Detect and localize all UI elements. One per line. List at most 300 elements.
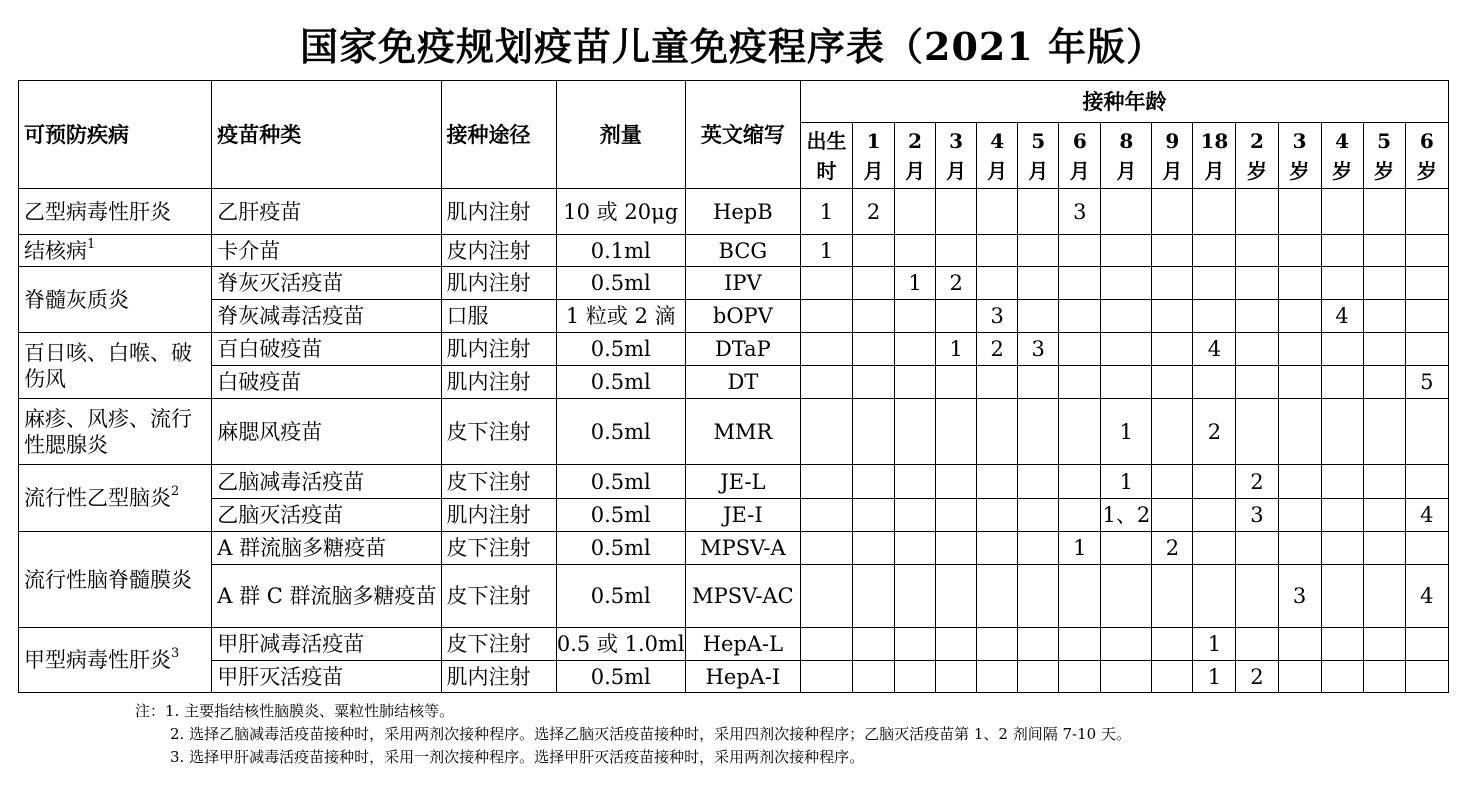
abbr-cell: DTaP	[685, 333, 800, 366]
dose-cell: 0.5ml	[556, 399, 685, 465]
dose-number-cell	[800, 661, 852, 693]
dose-number-cell	[1321, 465, 1363, 499]
dose-number-cell	[977, 465, 1018, 499]
dose-cell: 0.5 或 1.0ml	[556, 628, 685, 661]
age-unit: 月	[1162, 158, 1183, 183]
disease-cell	[19, 267, 212, 333]
abbr-cell: MMR	[685, 399, 800, 465]
dose-number-cell	[1363, 565, 1405, 628]
dose-number-cell	[895, 399, 936, 465]
dose-number-cell	[1018, 565, 1059, 628]
dose-number-cell	[853, 399, 895, 465]
age-header-cell	[1101, 123, 1152, 189]
age-unit: 月	[863, 158, 884, 183]
dose-number-cell	[1152, 499, 1193, 532]
dose-number-cell	[1321, 333, 1363, 366]
table-row	[19, 499, 1449, 532]
dose-number-cell	[1363, 661, 1405, 693]
dose-number-cell	[936, 235, 977, 267]
age-unit: 岁	[1289, 158, 1310, 183]
dose-number-cell	[1101, 628, 1152, 661]
dose-number-cell	[1405, 300, 1448, 333]
dose-number-cell: 4	[1193, 333, 1236, 366]
age-number: 2	[908, 128, 923, 153]
dose-number-cell	[1152, 366, 1193, 399]
dose-number-cell	[1018, 267, 1059, 300]
age-number: 18	[1200, 128, 1229, 153]
dose-number-cell	[895, 300, 936, 333]
dose-number-cell	[1363, 267, 1405, 300]
dose-number-cell	[1193, 189, 1236, 235]
dose-number-cell	[853, 267, 895, 300]
dose-number-cell	[1193, 366, 1236, 399]
dose-number-cell	[853, 661, 895, 693]
dose-cell: 0.5ml	[556, 499, 685, 532]
disease-cell	[19, 532, 212, 628]
dose-number-cell: 3	[1236, 499, 1278, 532]
dose-number-cell: 1、2	[1101, 499, 1152, 532]
age-number: 6	[1419, 128, 1434, 153]
dose-number-cell	[895, 333, 936, 366]
header-dose: 剂量	[556, 81, 685, 189]
dose-number-cell	[1278, 300, 1321, 333]
dose-number-cell: 2	[853, 189, 895, 235]
dose-number-cell	[1321, 565, 1363, 628]
dose-cell: 0.1ml	[556, 235, 685, 267]
table-row	[19, 661, 1449, 693]
dose-number-cell	[1018, 532, 1059, 565]
route-cell: 肌内注射	[441, 189, 556, 235]
age-number: 5	[1377, 128, 1392, 153]
dose-number-cell	[1363, 465, 1405, 499]
age-number: 出生	[806, 128, 847, 153]
dose-number-cell	[1101, 366, 1152, 399]
dose-number-cell	[1152, 565, 1193, 628]
dose-number-cell	[1236, 300, 1278, 333]
dose-number-cell	[895, 189, 936, 235]
dose-number-cell	[1363, 333, 1405, 366]
age-unit: 时	[816, 158, 837, 183]
route-cell: 皮下注射	[441, 465, 556, 499]
dose-number-cell	[936, 399, 977, 465]
dose-number-cell	[1059, 300, 1101, 333]
dose-number-cell	[1193, 267, 1236, 300]
dose-number-cell	[1363, 189, 1405, 235]
dose-number-cell	[1278, 366, 1321, 399]
dose-number-cell	[853, 465, 895, 499]
dose-number-cell	[895, 366, 936, 399]
dose-number-cell	[853, 499, 895, 532]
dose-number-cell	[1405, 628, 1448, 661]
disease-cell	[19, 235, 212, 267]
dose-number-cell: 1	[936, 333, 977, 366]
age-unit: 月	[905, 158, 926, 183]
dose-cell: 0.5ml	[556, 333, 685, 366]
age-number: 3	[949, 128, 964, 153]
dose-number-cell	[853, 300, 895, 333]
dose-number-cell	[1193, 532, 1236, 565]
age-number: 8	[1119, 128, 1134, 153]
disease-name: 结核病	[24, 238, 87, 263]
dose-number-cell	[936, 366, 977, 399]
dose-number-cell	[1236, 235, 1278, 267]
dose-number-cell	[936, 465, 977, 499]
age-number: 2	[1250, 128, 1264, 153]
dose-number-cell	[800, 399, 852, 465]
dose-number-cell	[1059, 499, 1101, 532]
dose-number-cell: 1	[1101, 465, 1152, 499]
dose-number-cell	[1321, 235, 1363, 267]
vaccine-cell: 脊灰减毒活疫苗	[212, 300, 441, 333]
dose-number-cell	[977, 565, 1018, 628]
dose-number-cell	[977, 235, 1018, 267]
route-cell: 肌内注射	[441, 267, 556, 300]
route-cell: 皮下注射	[441, 628, 556, 661]
route-cell: 皮内注射	[441, 235, 556, 267]
dose-number-cell	[1363, 399, 1405, 465]
dose-number-cell	[1018, 300, 1059, 333]
dose-number-cell: 2	[1193, 399, 1236, 465]
dose-number-cell	[1363, 300, 1405, 333]
dose-number-cell	[1152, 661, 1193, 693]
age-unit: 岁	[1332, 158, 1353, 183]
dose-number-cell	[1152, 628, 1193, 661]
header-disease: 可预防疾病	[19, 81, 212, 189]
dose-number-cell: 4	[1321, 300, 1363, 333]
dose-number-cell	[1018, 399, 1059, 465]
dose-number-cell: 1	[1101, 399, 1152, 465]
dose-number-cell	[936, 189, 977, 235]
table-row	[19, 235, 1449, 267]
age-header-cell	[1321, 123, 1363, 189]
dose-number-cell	[800, 465, 852, 499]
route-cell: 肌内注射	[441, 661, 556, 693]
dose-number-cell	[977, 399, 1018, 465]
dose-number-cell: 1	[1059, 532, 1101, 565]
route-cell: 皮下注射	[441, 399, 556, 465]
dose-number-cell	[1321, 399, 1363, 465]
dose-number-cell	[800, 565, 852, 628]
disease-cell	[19, 189, 212, 235]
dose-number-cell	[1101, 532, 1152, 565]
abbr-cell: MPSV-A	[685, 532, 800, 565]
dose-number-cell: 3	[977, 300, 1018, 333]
age-header-cell	[1405, 123, 1448, 189]
table-row	[19, 465, 1449, 499]
dose-number-cell	[1405, 532, 1448, 565]
age-header-cell	[853, 123, 895, 189]
dose-number-cell	[1278, 189, 1321, 235]
table-row	[19, 333, 1449, 366]
footnote-marker: 3	[171, 646, 180, 661]
header-route: 接种途径	[441, 81, 556, 189]
dose-number-cell	[1018, 189, 1059, 235]
dose-number-cell	[1059, 565, 1101, 628]
dose-number-cell	[1405, 399, 1448, 465]
abbr-cell: JE-L	[685, 465, 800, 499]
dose-number-cell	[1405, 235, 1448, 267]
page-title: 国家免疫规划疫苗儿童免疫程序表（2021 年版）	[300, 24, 1165, 69]
age-header-cell	[1018, 123, 1059, 189]
dose-number-cell	[1321, 661, 1363, 693]
table-row	[19, 300, 1449, 333]
vaccine-cell: 乙脑减毒活疫苗	[212, 465, 441, 499]
vaccine-cell: A 群 C 群流脑多糖疫苗	[212, 565, 441, 628]
dose-number-cell: 3	[1018, 333, 1059, 366]
dose-number-cell	[1018, 235, 1059, 267]
abbr-cell: MPSV-AC	[685, 565, 800, 628]
dose-number-cell: 2	[1152, 532, 1193, 565]
dose-number-cell	[1059, 399, 1101, 465]
dose-number-cell	[1405, 189, 1448, 235]
dose-number-cell	[1405, 661, 1448, 693]
abbr-cell: HepB	[685, 189, 800, 235]
route-cell: 肌内注射	[441, 366, 556, 399]
vaccine-cell: 白破疫苗	[212, 366, 441, 399]
dose-number-cell	[1405, 267, 1448, 300]
dose-number-cell	[1152, 333, 1193, 366]
age-number: 5	[1031, 128, 1046, 153]
route-cell: 皮下注射	[441, 532, 556, 565]
dose-number-cell	[1236, 366, 1278, 399]
dose-cell: 10 或 20μg	[556, 189, 685, 235]
vaccine-cell: 卡介苗	[212, 235, 441, 267]
vaccine-cell: 甲肝减毒活疫苗	[212, 628, 441, 661]
dose-number-cell	[1152, 300, 1193, 333]
dose-number-cell	[1363, 499, 1405, 532]
dose-number-cell	[1405, 333, 1448, 366]
age-unit: 岁	[1246, 158, 1267, 183]
dose-number-cell	[1152, 399, 1193, 465]
dose-number-cell	[1363, 366, 1405, 399]
dose-number-cell: 2	[1236, 661, 1278, 693]
dose-number-cell: 1	[1193, 661, 1236, 693]
dose-number-cell	[800, 366, 852, 399]
dose-number-cell	[936, 300, 977, 333]
dose-number-cell	[1363, 235, 1405, 267]
age-header-cell	[936, 123, 977, 189]
dose-number-cell	[1018, 628, 1059, 661]
dose-number-cell	[1059, 661, 1101, 693]
vaccine-cell: 乙肝疫苗	[212, 189, 441, 235]
header-vaccine: 疫苗种类	[212, 81, 441, 189]
dose-number-cell	[1278, 499, 1321, 532]
disease-name: 流行性脑脊髓膜炎	[24, 567, 192, 592]
disease-cell	[19, 628, 212, 693]
dose-number-cell	[1278, 532, 1321, 565]
dose-number-cell	[1193, 235, 1236, 267]
abbr-cell: JE-I	[685, 499, 800, 532]
age-unit: 月	[1116, 158, 1137, 183]
age-number: 4	[1335, 128, 1350, 153]
dose-number-cell	[936, 532, 977, 565]
dose-number-cell	[1363, 532, 1405, 565]
dose-number-cell: 1	[800, 189, 852, 235]
dose-number-cell	[977, 366, 1018, 399]
table-row	[19, 532, 1449, 565]
dose-number-cell	[895, 661, 936, 693]
dose-number-cell	[1193, 300, 1236, 333]
dose-number-cell	[1059, 267, 1101, 300]
disease-name: 百日咳、白喉、破伤风	[24, 340, 192, 391]
vaccine-cell: 脊灰灭活疫苗	[212, 267, 441, 300]
dose-number-cell	[1101, 189, 1152, 235]
age-header-cell	[800, 123, 852, 189]
abbr-cell: IPV	[685, 267, 800, 300]
dose-number-cell	[895, 499, 936, 532]
dose-number-cell	[1152, 235, 1193, 267]
disease-name: 乙型病毒性肝炎	[24, 199, 171, 224]
vaccine-cell: A 群流脑多糖疫苗	[212, 532, 441, 565]
dose-number-cell	[895, 532, 936, 565]
age-number: 4	[990, 128, 1005, 153]
dose-number-cell	[1018, 465, 1059, 499]
age-unit: 岁	[1416, 158, 1437, 183]
dose-number-cell	[977, 532, 1018, 565]
dose-number-cell	[977, 189, 1018, 235]
dose-number-cell	[1278, 267, 1321, 300]
dose-number-cell: 4	[1405, 499, 1448, 532]
footnote-marker: 2	[171, 484, 180, 499]
age-header-cell	[1193, 123, 1236, 189]
route-cell: 口服	[441, 300, 556, 333]
abbr-cell: BCG	[685, 235, 800, 267]
dose-number-cell	[1193, 465, 1236, 499]
dose-number-cell	[1236, 565, 1278, 628]
footnote-2: 2. 选择乙脑减毒活疫苗接种时，采用两剂次接种程序。选择乙脑灭活疫苗接种时，采用四剂次接种程序；乙脑灭活疫苗第 1、2 剂间隔 7-10 天。	[170, 725, 1131, 743]
dose-number-cell	[1018, 499, 1059, 532]
dose-number-cell	[1236, 189, 1278, 235]
dose-number-cell	[1059, 333, 1101, 366]
dose-number-cell	[800, 532, 852, 565]
dose-number-cell	[1236, 267, 1278, 300]
dose-number-cell	[936, 628, 977, 661]
age-unit: 月	[1069, 158, 1090, 183]
dose-number-cell	[853, 628, 895, 661]
table-row	[19, 189, 1449, 235]
dose-number-cell: 1	[800, 235, 852, 267]
dose-cell: 0.5ml	[556, 366, 685, 399]
disease-name: 流行性乙型脑炎	[24, 486, 171, 510]
dose-number-cell	[1101, 300, 1152, 333]
dose-number-cell	[1236, 628, 1278, 661]
dose-number-cell	[1278, 333, 1321, 366]
dose-number-cell	[1152, 465, 1193, 499]
vaccine-cell: 乙脑灭活疫苗	[212, 499, 441, 532]
dose-cell: 0.5ml	[556, 532, 685, 565]
dose-number-cell	[1363, 628, 1405, 661]
dose-number-cell	[1278, 661, 1321, 693]
dose-number-cell	[1152, 189, 1193, 235]
dose-number-cell	[1321, 366, 1363, 399]
disease-cell	[19, 399, 212, 465]
header-abbr: 英文缩写	[685, 81, 800, 189]
dose-number-cell	[895, 235, 936, 267]
age-number: 6	[1072, 128, 1087, 153]
dose-number-cell: 1	[1193, 628, 1236, 661]
footnote-marker: 1	[87, 236, 96, 252]
abbr-cell: DT	[685, 366, 800, 399]
dose-number-cell	[1321, 189, 1363, 235]
table-row	[19, 565, 1449, 628]
abbr-cell: HepA-L	[685, 628, 800, 661]
dose-number-cell	[1236, 399, 1278, 465]
table-row	[19, 267, 1449, 300]
dose-number-cell	[1101, 333, 1152, 366]
age-number: 1	[866, 128, 881, 153]
footnotes	[135, 700, 1131, 769]
dose-cell: 0.5ml	[556, 565, 685, 628]
route-cell: 皮下注射	[441, 565, 556, 628]
age-header-cell	[1152, 123, 1193, 189]
table-row	[19, 399, 1449, 465]
dose-number-cell: 1	[895, 267, 936, 300]
dose-number-cell	[853, 565, 895, 628]
dose-number-cell	[1321, 532, 1363, 565]
dose-number-cell	[1321, 499, 1363, 532]
dose-number-cell	[800, 333, 852, 366]
dose-number-cell	[977, 628, 1018, 661]
dose-cell: 0.5ml	[556, 661, 685, 693]
dose-number-cell: 2	[936, 267, 977, 300]
age-unit: 月	[1028, 158, 1049, 183]
footnote-1: 注：1. 主要指结核性脑膜炎、粟粒性肺结核等。	[135, 702, 455, 720]
dose-number-cell	[977, 661, 1018, 693]
age-unit: 月	[1204, 158, 1225, 183]
table-row	[19, 628, 1449, 661]
dose-cell: 0.5ml	[556, 267, 685, 300]
age-header-cell	[1278, 123, 1321, 189]
dose-number-cell	[895, 565, 936, 628]
vaccine-cell: 甲肝灭活疫苗	[212, 661, 441, 693]
age-number: 3	[1292, 128, 1307, 153]
disease-cell	[19, 465, 212, 532]
dose-number-cell	[1059, 366, 1101, 399]
dose-number-cell: 2	[1236, 465, 1278, 499]
dose-number-cell	[1278, 399, 1321, 465]
dose-number-cell	[1321, 267, 1363, 300]
dose-number-cell	[1193, 565, 1236, 628]
vaccine-cell: 百白破疫苗	[212, 333, 441, 366]
dose-number-cell	[977, 267, 1018, 300]
abbr-cell: bOPV	[685, 300, 800, 333]
dose-number-cell	[1101, 661, 1152, 693]
dose-cell: 1 粒或 2 滴	[556, 300, 685, 333]
disease-name: 脊髓灰质炎	[24, 287, 129, 312]
dose-number-cell	[853, 366, 895, 399]
dose-number-cell	[936, 565, 977, 628]
dose-number-cell	[853, 235, 895, 267]
dose-number-cell	[1236, 333, 1278, 366]
dose-number-cell	[853, 532, 895, 565]
dose-number-cell	[936, 661, 977, 693]
dose-number-cell	[1278, 465, 1321, 499]
age-unit: 月	[987, 158, 1008, 183]
table-row	[19, 366, 1449, 399]
dose-number-cell	[1059, 465, 1101, 499]
age-header-cell	[895, 123, 936, 189]
immunization-schedule-table	[18, 80, 1449, 693]
age-header-cell	[977, 123, 1018, 189]
vaccine-cell: 麻腮风疫苗	[212, 399, 441, 465]
age-unit: 岁	[1374, 158, 1395, 183]
dose-number-cell: 4	[1405, 565, 1448, 628]
dose-number-cell	[800, 300, 852, 333]
dose-number-cell	[1278, 628, 1321, 661]
header-age-group: 接种年龄	[800, 81, 1448, 123]
dose-number-cell	[800, 267, 852, 300]
dose-number-cell	[800, 499, 852, 532]
